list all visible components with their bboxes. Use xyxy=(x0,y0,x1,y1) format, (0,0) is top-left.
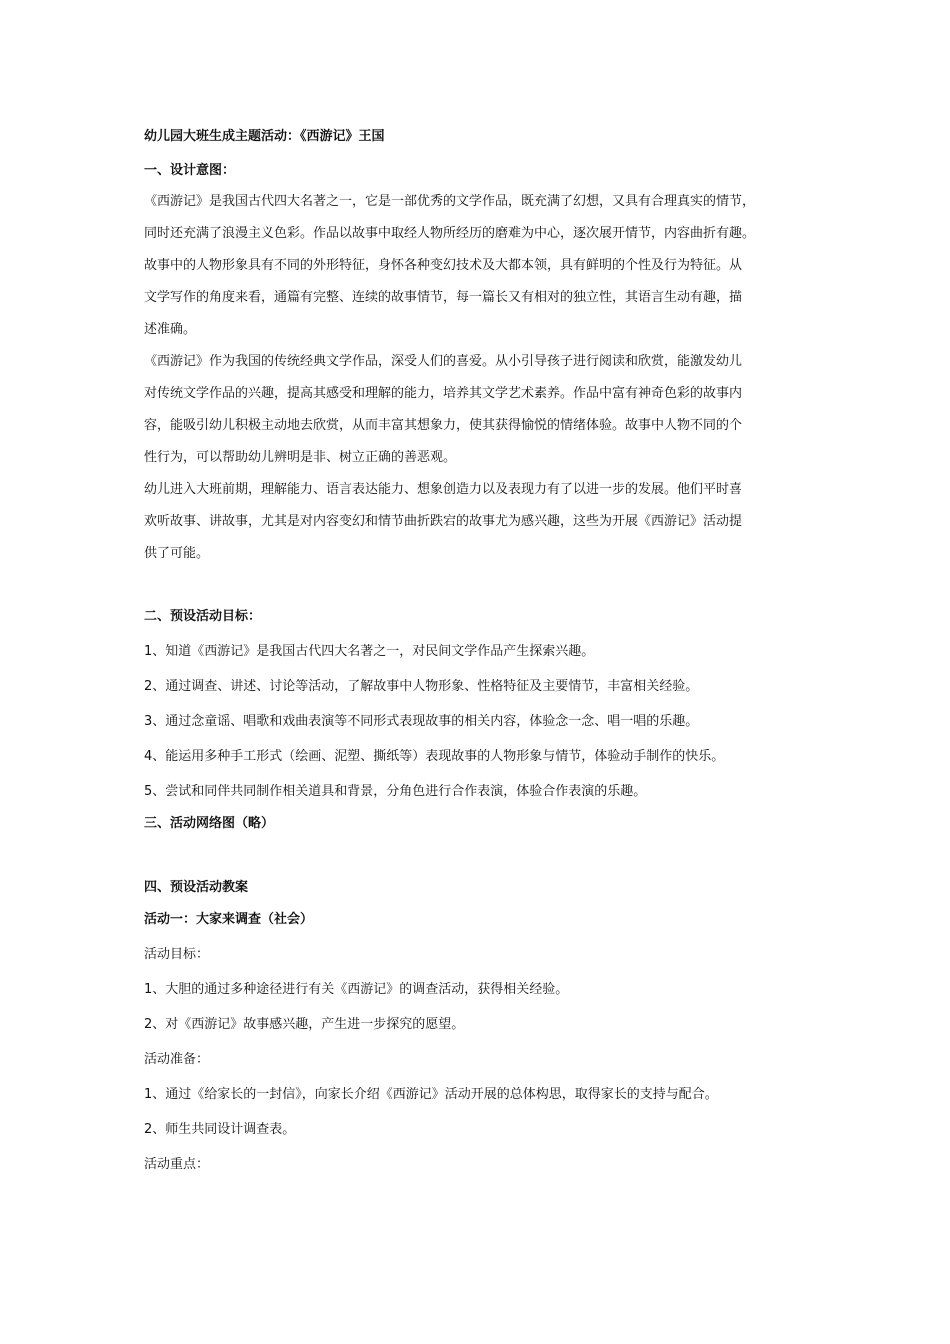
section-2-heading: 二、预设活动目标： xyxy=(144,609,262,624)
section-3-heading: 三、活动网络图（略） xyxy=(144,816,275,831)
list-item: 2、通过调查、讲述、讨论等活动，了解故事中人物形象、性格特征及主要情节，丰富相关经验。 xyxy=(144,679,699,694)
activity-goal-label: 活动目标： xyxy=(144,947,210,962)
activity-key-label: 活动重点： xyxy=(144,1157,210,1172)
text-line: 《西游记》作为我国的传统经典文学作品，深受人们的喜爱。从小引导孩子进行阅读和欣赏，能激发幼儿 xyxy=(144,354,743,369)
list-item: 2、师生共同设计调查表。 xyxy=(144,1122,296,1137)
section-1-heading: 一、设计意图： xyxy=(144,163,236,178)
list-item: 4、能运用多种手工形式（绘画、泥塑、撕纸等）表现故事的人物形象与情节，体验动手制作的快乐。 xyxy=(144,749,725,764)
section-4-heading: 四、预设活动教案 xyxy=(144,880,249,895)
activity-1-title: 活动一：大家来调查（社会） xyxy=(144,912,314,927)
text-line: 故事中的人物形象具有不同的外形特征，身怀各种变幻技术及大都本领，具有鲜明的个性及行为特征。从 xyxy=(144,258,743,273)
activity-prep-label: 活动准备： xyxy=(144,1052,210,1067)
list-item: 1、知道《西游记》是我国古代四大名著之一，对民间文学作品产生探索兴趣。 xyxy=(144,644,595,659)
list-item: 3、通过念童谣、唱歌和戏曲表演等不同形式表现故事的相关内容，体验念一念、唱一唱的乐趣。 xyxy=(144,714,699,729)
section-2-goal-list xyxy=(144,643,820,801)
section-1-paragraph-3 xyxy=(144,474,820,570)
list-item: 1、大胆的通过多种途径进行有关《西游记》的调查活动，获得相关经验。 xyxy=(144,982,569,997)
text-line: 性行为，可以帮助幼儿辨明是非、树立正确的善恶观。 xyxy=(144,450,457,465)
list-item: 5、尝试和同伴共同制作相关道具和背景，分角色进行合作表演，体验合作表演的乐趣。 xyxy=(144,784,647,799)
list-item: 2、对《西游记》故事感兴趣，产生进一步探究的愿望。 xyxy=(144,1017,465,1032)
text-line: 容，能吸引幼儿积极主动地去欣赏，从而丰富其想象力，使其获得愉悦的情绪体验。故事中人物不同的个 xyxy=(144,418,743,433)
text-line: 幼儿进入大班前期，理解能力、语言表达能力、想象创造力以及表现力有了以进一步的发展。他们平时喜 xyxy=(144,482,743,497)
document-title: 幼儿园大班生成主题活动：《西游记》王国 xyxy=(144,129,385,144)
text-line: 供了可能。 xyxy=(144,546,210,561)
text-line: 文学写作的角度来看，通篇有完整、连续的故事情节，每一篇长又有相对的独立性，其语言生动有趣，描 xyxy=(144,290,743,305)
text-line: 《西游记》是我国古代四大名著之一，它是一部优秀的文学作品，既充满了幻想，又具有合理真实的情节， xyxy=(144,194,756,209)
list-item: 1、通过《给家长的一封信》，向家长介绍《西游记》活动开展的总体构思，取得家长的支持与配合。 xyxy=(144,1087,718,1102)
text-line: 同时还充满了浪漫主义色彩。作品以故事中取经人物所经历的磨难为中心，逐次展开情节，内容曲折有趣。 xyxy=(144,226,756,241)
text-line: 对传统文学作品的兴趣，提高其感受和理解的能力，培养其文学艺术素养。作品中富有神奇色彩的故事内 xyxy=(144,386,743,401)
section-1-paragraph-2 xyxy=(144,346,820,474)
section-1-paragraph-1 xyxy=(144,186,820,346)
text-line: 欢听故事、讲故事，尤其是对内容变幻和情节曲折跌宕的故事尤为感兴趣，这些为开展《西游记》活动提 xyxy=(144,514,743,529)
text-line: 述准确。 xyxy=(144,322,197,337)
